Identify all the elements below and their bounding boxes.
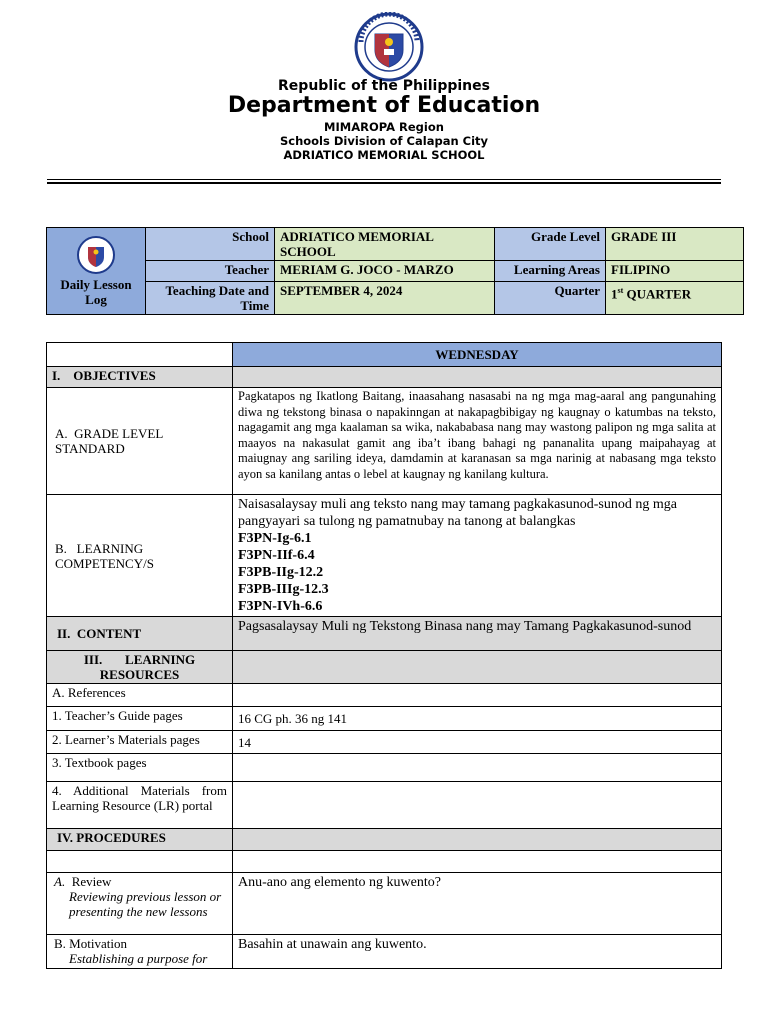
- learners-materials-value: 14: [233, 731, 722, 754]
- teacher-value: MERIAM G. JOCO - MARZO: [275, 261, 495, 282]
- motivation-text: Basahin at unawain ang kuwento.: [233, 935, 722, 969]
- objectives-blank: [233, 367, 722, 388]
- textbook-blank: [233, 754, 722, 782]
- blank-row-right: [233, 851, 722, 873]
- competency-code: F3PN-Ig-6.1: [238, 531, 312, 546]
- content-text: Pagsasalaysay Muli ng Tekstong Binasa nang may Tamang Pagkakasunod-sunod: [233, 617, 722, 651]
- competency-code: F3PB-IIIg-12.3: [238, 582, 329, 597]
- resources-blank: [233, 651, 722, 684]
- deped-seal-icon: [76, 235, 116, 275]
- lesson-info-table: [46, 227, 744, 315]
- additional-materials-label: 4. Additional Materials from Learning Resource (LR) portal: [47, 782, 233, 829]
- content-label: II. CONTENT: [47, 617, 233, 651]
- learners-materials-label: 2. Learner’s Materials pages: [47, 731, 233, 754]
- competency-cell: [233, 495, 722, 617]
- grade-level-value: GRADE III: [606, 228, 744, 261]
- quarter-label: Quarter: [495, 282, 606, 315]
- objectives-label: I. OBJECTIVES: [47, 367, 233, 388]
- additional-materials-blank: [233, 782, 722, 829]
- grade-standard-text: Pagkatapos ng Ikatlong Baitang, inaasahang nasasabi na ng mga mag-aaral ang pangunahing diwa ng tekstong binasa o napakinngan at nakapagbibigay ng kaugnay o katumbas na teksto, nagagamit ang mga kaalaman sa wika, nakababasa nang may wastong palipon ng mga salita at maayos na nakasulat gamit ang iba’t ibang bahagi ng pananalita upang maipahayag at maiugnay ang sariling ideya, damdamin at karanasan sa mga narinig at nabasang mga teksto ayon sa kanilang antas o lebel at kaugnay ng kanilang kultura.: [233, 388, 722, 495]
- procedures-label: IV. PROCEDURES: [47, 829, 233, 851]
- teachers-guide-label: 1. Teacher’s Guide pages: [47, 707, 233, 731]
- review-text: Anu-ano ang elemento ng kuwento?: [233, 873, 722, 935]
- competency-label: B. LEARNING COMPETENCY/S: [47, 495, 233, 617]
- references-label: A. References: [47, 684, 233, 707]
- log-title: Daily Lesson Log: [60, 277, 132, 307]
- teacher-label: Teacher: [146, 261, 275, 282]
- resources-label: III. LEARNING RESOURCES: [47, 651, 233, 684]
- region-line: MIMAROPA Region: [324, 120, 444, 134]
- motivation-subtitle: Establishing a purpose for: [69, 951, 208, 966]
- republic-title: Republic of the Philippines: [278, 78, 490, 94]
- division-line: Schools Division of Calapan City: [279, 134, 489, 148]
- grade-standard-label: A. GRADE LEVEL STANDARD: [47, 388, 233, 495]
- learning-areas-label: Learning Areas: [495, 261, 606, 282]
- department-title: Department of Education: [227, 93, 541, 118]
- competency-text: Naisasalaysay muli ang teksto nang may tamang pagkakasunod-sunod ng mga pangyayari sa tulong ng pamatnubay na tanong at balangkas: [238, 497, 677, 529]
- review-letter: A.: [54, 874, 66, 889]
- blank-row-left: [47, 851, 233, 873]
- blank-header-cell: [47, 343, 233, 367]
- review-label: Review: [71, 874, 112, 889]
- teachers-guide-value: 16 CG ph. 36 ng 141: [233, 707, 722, 731]
- review-label-cell: [47, 873, 233, 935]
- review-subtitle: Reviewing previous lesson or presenting the new lessons: [69, 889, 222, 919]
- competency-code: F3PN-IVh-6.6: [238, 599, 323, 614]
- competency-code: F3PN-IIf-6.4: [238, 548, 315, 563]
- teaching-date-value: SEPTEMBER 4, 2024: [275, 282, 495, 315]
- references-blank: [233, 684, 722, 707]
- header-divider: [47, 179, 721, 180]
- motivation-label-cell: [47, 935, 233, 969]
- grade-level-label: Grade Level: [495, 228, 606, 261]
- competency-code: F3PB-IIg-12.2: [238, 565, 324, 580]
- school-value: ADRIATICO MEMORIAL SCHOOL: [275, 228, 495, 261]
- lesson-plan-table: [46, 342, 722, 969]
- school-line: ADRIATICO MEMORIAL SCHOOL: [283, 148, 485, 162]
- textbook-label: 3. Textbook pages: [47, 754, 233, 782]
- log-title-cell: [47, 228, 146, 315]
- procedures-blank: [233, 829, 722, 851]
- learning-areas-value: FILIPINO: [606, 261, 744, 282]
- day-header: WEDNESDAY: [233, 343, 722, 367]
- header-divider-thick: [47, 182, 721, 184]
- quarter-value: 1st QUARTER: [606, 282, 744, 315]
- motivation-label: B. Motivation: [54, 936, 127, 951]
- deped-seal-icon: [351, 12, 427, 82]
- teaching-date-label: Teaching Date and Time: [146, 282, 275, 315]
- school-label: School: [146, 228, 275, 261]
